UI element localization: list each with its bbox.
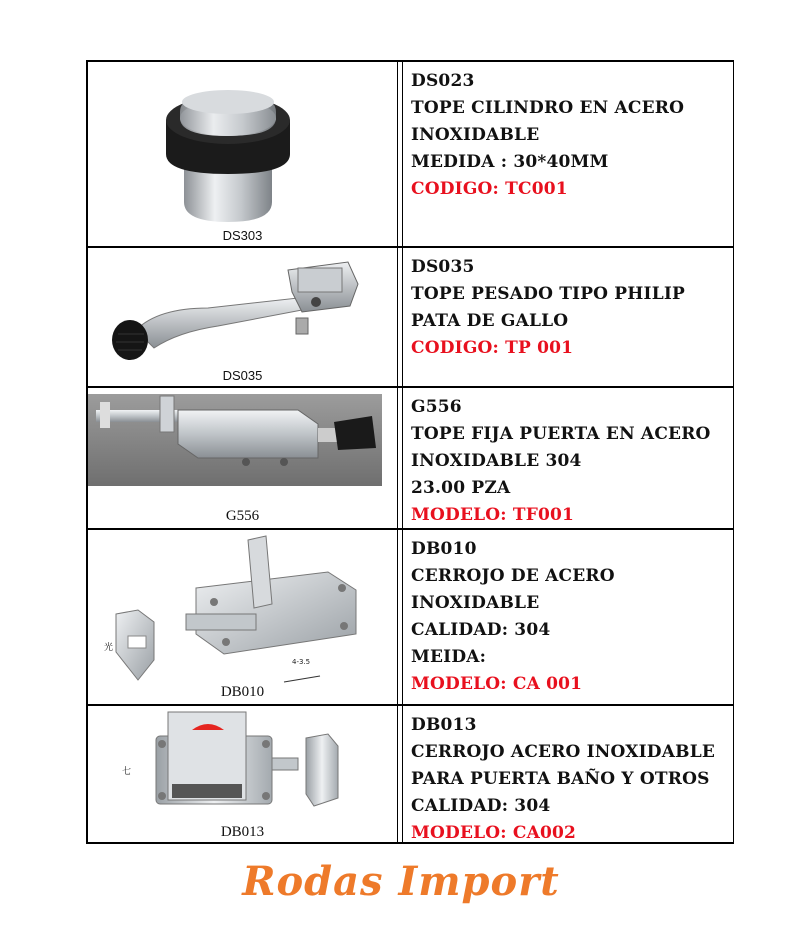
product-image-cell: [88, 388, 398, 528]
product-row: [88, 246, 734, 386]
product-measure: MEIDA:: [411, 647, 487, 667]
product-model: DB010: [411, 539, 477, 559]
product-image-cell: [88, 530, 398, 704]
product-image-caption: DB010: [220, 684, 265, 700]
product-description-line: TOPE PESADO TIPO PHILIP: [411, 284, 685, 304]
image-mark: 七: [122, 767, 132, 777]
product-description: [403, 248, 734, 386]
product-description: [403, 388, 734, 528]
cylinder-door-stop-image: [88, 62, 398, 246]
product-code: CODIGO: TC001: [411, 179, 568, 199]
product-description: [403, 706, 734, 844]
product-description-line: PARA PUERTA BAÑO Y OTROS: [411, 769, 710, 789]
product-row: [88, 528, 734, 704]
product-image-caption: DS035: [222, 368, 263, 383]
product-image-caption: G556: [225, 508, 260, 524]
product-model: G556: [411, 397, 462, 417]
image-dimension-mark: 4-3.5: [292, 658, 311, 666]
product-description-line: INOXIDABLE: [411, 125, 540, 145]
product-quality: CALIDAD: 304: [411, 620, 551, 640]
product-image-caption: DB013: [220, 824, 265, 840]
product-description: [403, 62, 734, 246]
product-code: CODIGO: TP 001: [411, 338, 574, 358]
heavy-lever-door-stop-image: [88, 248, 398, 388]
product-description-line: MEDIDA : 30*40MM: [411, 152, 609, 172]
product-description-line: INOXIDABLE 304: [411, 451, 582, 471]
product-description-line: CERROJO ACERO INOXIDABLE: [411, 742, 716, 762]
product-description-line: TOPE FIJA PUERTA EN ACERO: [411, 424, 711, 444]
product-model: DB013: [411, 715, 477, 735]
stainless-bolt-latch-image: [88, 530, 398, 706]
product-image-cell: [88, 62, 398, 246]
product-image-cell: [88, 248, 398, 386]
product-row: [88, 704, 734, 844]
product-row: [88, 62, 734, 246]
product-description-line: PATA DE GALLO: [411, 311, 569, 331]
product-image-caption: DS303: [222, 228, 263, 243]
product-description: [403, 530, 734, 704]
product-description-line: CERROJO DE ACERO: [411, 566, 615, 586]
product-code: MODELO: CA002: [411, 823, 577, 843]
product-price: 23.00 PZA: [411, 478, 511, 498]
product-code: MODELO: CA 001: [411, 674, 583, 694]
image-mark: 光: [104, 643, 114, 653]
product-catalog-table: [86, 60, 734, 844]
product-description-line: INOXIDABLE: [411, 593, 540, 613]
product-model: DS023: [411, 71, 475, 91]
product-quality: CALIDAD: 304: [411, 796, 551, 816]
product-image-cell: [88, 706, 398, 844]
product-model: DS035: [411, 257, 475, 277]
product-description-line: TOPE CILINDRO EN ACERO: [411, 98, 685, 118]
brand-logo-text: Rodas Import: [242, 858, 560, 905]
product-row: [88, 386, 734, 528]
product-code: MODELO: TF001: [411, 505, 575, 525]
